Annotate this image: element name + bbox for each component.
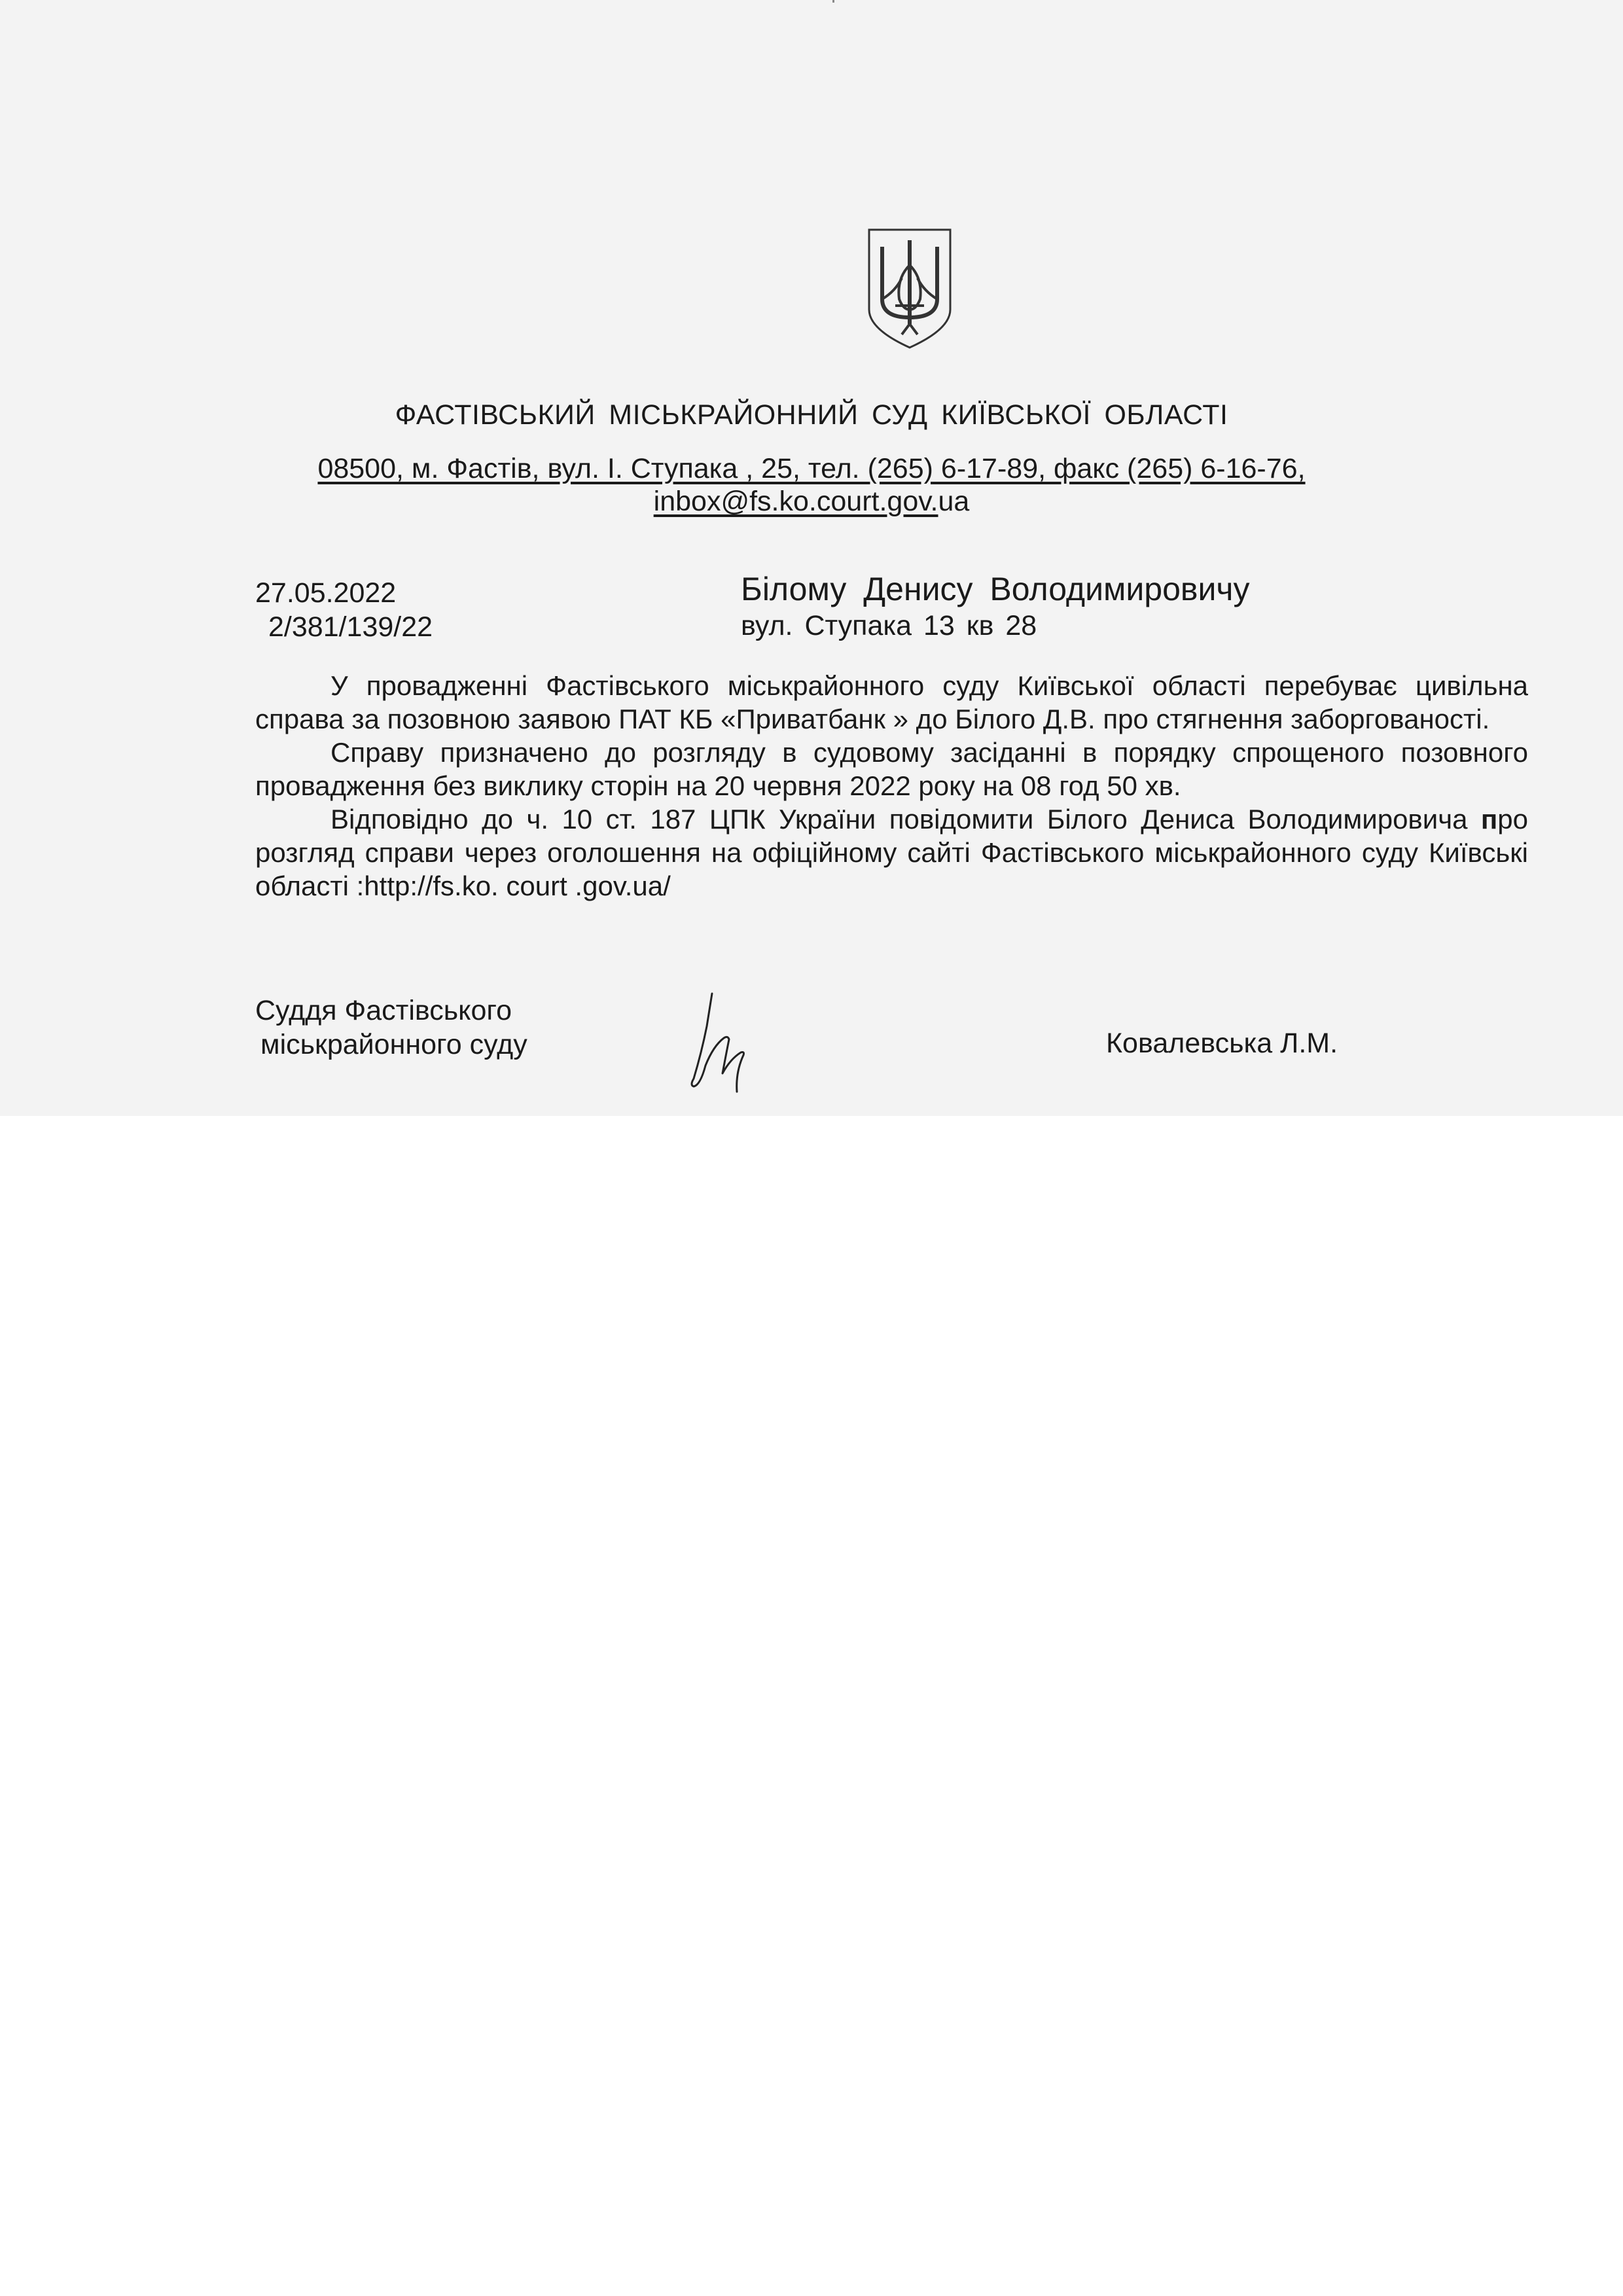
recipient-block [741, 571, 1249, 644]
court-name-heading: ФАСТІВСЬКИЙ МІСЬКРАЙОННИЙ СУД КИЇВСЬКОЇ ОБЛАСТІ [395, 399, 1228, 431]
scan-speck [832, 0, 834, 3]
notice-text-start: Відповідно до ч. 10 ст. 187 ЦПК України повідомити Білого Дениса Володимировича [330, 804, 1481, 834]
trident-emblem-icon [864, 226, 955, 350]
scanned-letter-area [0, 0, 1623, 1116]
recipient-name: Білому Денису Володимировичу [741, 571, 1250, 607]
court-address-text: 08500, м. Фастів, вул. І. Ступака , 25, тел. (265) 6-17-89, факс (265) 6-16-76, [317, 453, 1306, 484]
letter-meta [255, 576, 433, 644]
judge-title-line2: міськрайонного суду [260, 1029, 527, 1060]
body-paragraph-notice [255, 802, 1528, 903]
judge-name: Ковалевська Л.М. [1106, 1028, 1338, 1059]
court-email-link[interactable]: inbox@fs.ko.court.gov. [653, 486, 938, 517]
case-number: 2/381/139/22 [268, 611, 433, 643]
court-email [0, 486, 1623, 518]
recipient-address: вул. Ступака 13 кв 28 [741, 610, 1037, 641]
body-paragraph-hearing: Справу призначено до розгляду в судовому засіданні в порядку спрощеного позовного провадження без виклику сторін на 20 червня 2022 року на 08 год 50 хв. [255, 737, 1528, 801]
signature-title [255, 994, 527, 1062]
body-paragraph-case: У провадженні Фастівського міськрайонного суду Київської області перебуває цивільна справа за позовною заявою ПАТ КБ «Приватбанк » до Білого Д.В. про стягнення заборгованості. [255, 670, 1528, 734]
judge-title-line1: Суддя Фастівського [255, 995, 512, 1026]
letter-date: 27.05.2022 [255, 577, 397, 609]
notice-bold-letter: п [1480, 804, 1498, 834]
handwritten-signature [668, 987, 766, 1098]
court-email-tail: ua [938, 486, 970, 517]
notice-text-end: ро розгляд справи через оголошення на офіційному сайті Фастівського міськрайонного суду Київські області :http://fs.ko. court .gov.ua/ [255, 804, 1528, 901]
court-address [0, 453, 1623, 485]
letter-body [255, 669, 1528, 903]
